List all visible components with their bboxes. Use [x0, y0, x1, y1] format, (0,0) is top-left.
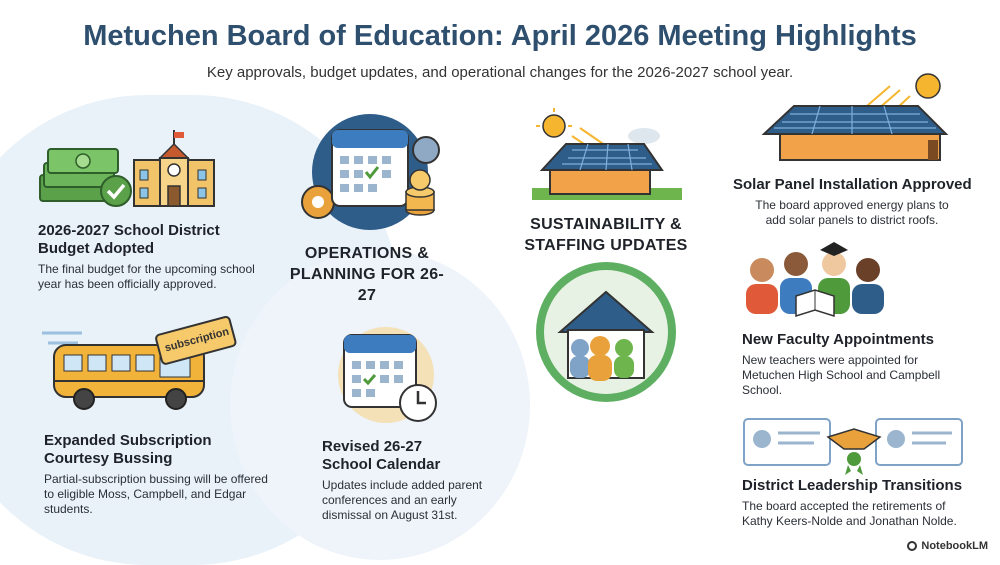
page-title: Metuchen Board of Education: April 2026 Meeting Highlights [83, 20, 917, 52]
leadership-title: District Leadership Transitions [742, 477, 963, 494]
subscription-ticket-label: subscription [163, 325, 231, 355]
sun-solar-house-icon [532, 108, 682, 208]
calendar-title: Revised 26-27 School Calendar [322, 438, 441, 473]
money-stack-icon [36, 135, 136, 210]
notebooklm-logo-icon [907, 541, 917, 551]
budget-title: 2026-2027 School District Budget Adopted [38, 222, 220, 257]
sustainability-hub-label: SUSTAINABILITY & STAFFING UPDATES [524, 216, 688, 254]
operations-hub-label: OPERATIONS & PLANNING FOR 26-27 [289, 245, 445, 304]
bussing-description: Partial-subscription bussing will be offered to eligible Moss, Campbell, and Edgar students. [44, 472, 268, 516]
page-subtitle: Key approvals, budget updates, and operational changes for the 2026-2027 school year. [206, 64, 794, 81]
school-building-icon [132, 130, 217, 210]
brand-mark [907, 540, 988, 552]
leadership-description: The board accepted the retirements of Kathy Keers-Nolde and Jonathan Nolde. [742, 499, 957, 528]
solar-roof-icon [760, 70, 950, 165]
bussing-title: Expanded Subscription Courtesy Bussing [44, 432, 212, 467]
community-house-icon [530, 262, 682, 402]
solar-title: Solar Panel Installation Approved [733, 176, 972, 193]
brand-label: NotebookLM [921, 540, 988, 552]
calendar-description: Updates include added parent conferences and an early dismissal on August 31st. [322, 478, 483, 522]
calendar-clock-icon [330, 325, 445, 425]
budget-description: The final budget for the upcoming school year has been officially approved. [38, 262, 255, 291]
handshake-certificates-icon [744, 415, 964, 475]
faculty-description: New teachers were appointed for Metuchen High School and Campbell School. [742, 353, 941, 397]
solar-description: The board approved energy plans to add solar panels to district roofs. [755, 198, 949, 227]
faculty-group-icon [740, 236, 890, 318]
operations-calendar-gears-icon [292, 112, 452, 232]
faculty-title: New Faculty Appointments [742, 331, 934, 348]
